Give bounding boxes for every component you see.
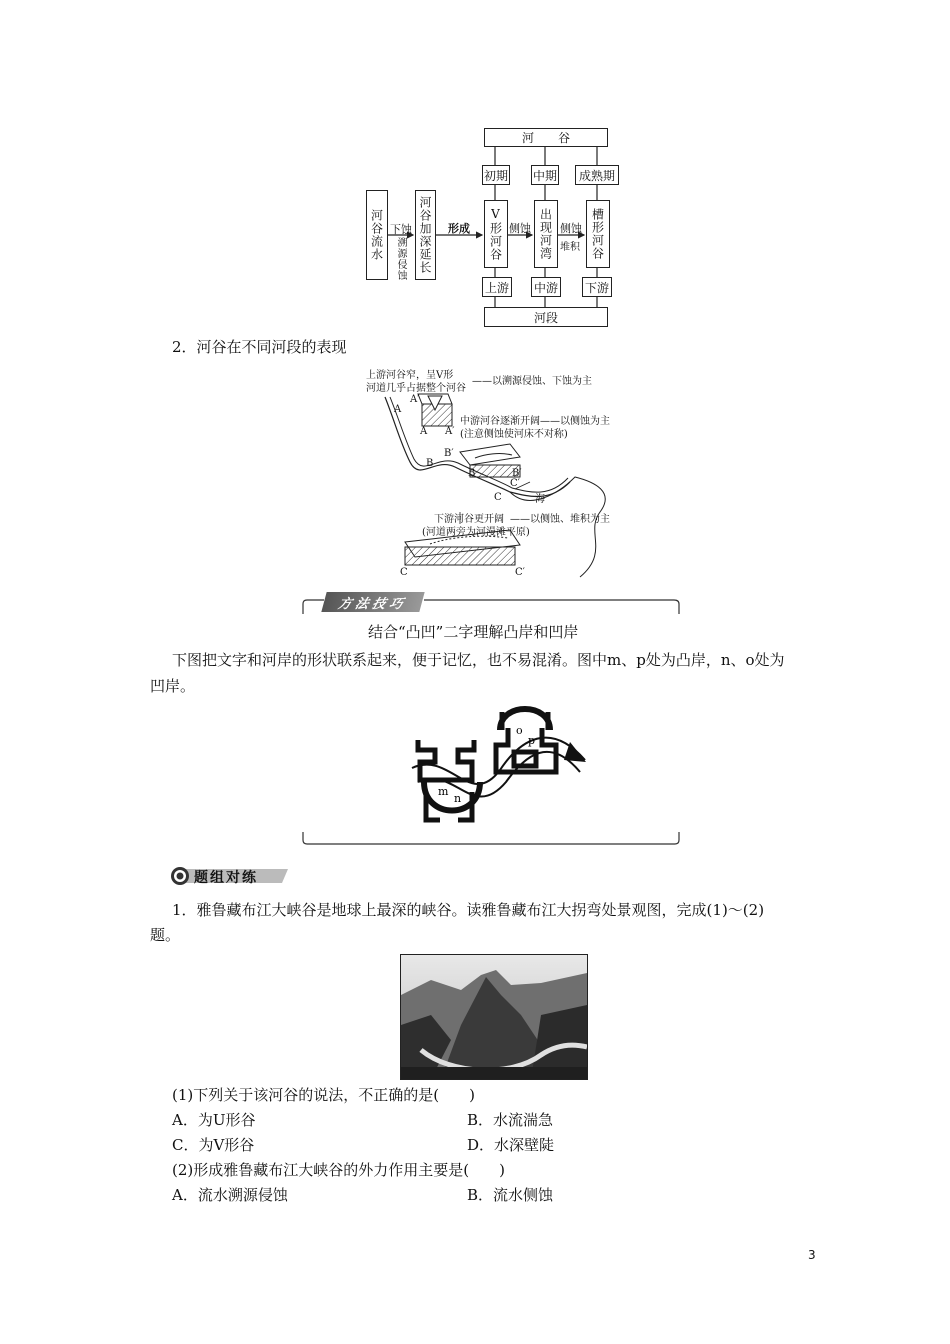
sub1-option-d[interactable]: D．水深壁陡 [467,1136,555,1154]
method-para-1: 下图把文字和河岸的形状联系起来，便于记忆，也不易混淆。图中m、p处为凸岸，n、o处为 [172,651,785,669]
method-para-2: 凹岸。 [150,677,196,695]
flow-reach-lower: 下游 [582,277,612,297]
flow-top-valley: 河 谷 [484,128,608,147]
upper-desc-2: 河道几乎占据整个河谷 [366,383,466,394]
sub2-option-b[interactable]: B．流水侧蚀 [467,1186,554,1204]
upper-note: ——以溯源侵蚀、下蚀为主 [472,376,592,387]
label-b-prime-top: B′ [444,448,454,459]
q1-line2: 题。 [150,926,181,944]
convex-concave-drawing [410,700,590,830]
sub1-option-a[interactable]: A．为U形谷 [172,1111,256,1129]
flow-meander: 出现河湾 [534,200,558,268]
sub1-option-b[interactable]: B．水流湍急 [467,1111,554,1129]
valley-sections-diagram [360,362,640,580]
flow-reach-upper: 上游 [482,277,512,297]
sub-question-1: (1)下列关于该河谷的说法，不正确的是( ) [172,1086,475,1104]
gorge-photo-drawing [401,955,587,1079]
gorge-photo [400,954,588,1080]
page-number: 3 [808,1248,816,1262]
flow-bottom-reach: 河段 [484,307,608,327]
flow-v-valley: V形河谷 [484,200,508,268]
label-b-bottom: B [468,468,476,479]
practice-badge [170,866,290,886]
upper-block [418,394,452,426]
label-n: n [454,792,462,805]
q1-line1: 1．雅鲁藏布江大峡谷是地球上最深的峡谷。读雅鲁藏布江大拐弯处景观图，完成(1)～(2) [172,901,765,919]
flow-stage-mid: 中期 [531,165,559,185]
flow-stage-mature: 成熟期 [575,165,619,185]
label-b-left: B [426,458,434,469]
label-c-prime-bottom: C′ [515,567,525,578]
method-title: 结合“凸凹”二字理解凸岸和凹岸 [368,623,579,641]
sub1-option-c[interactable]: C．为V形谷 [172,1136,255,1154]
river-valley-flowchart [360,125,620,330]
label-p: p [528,734,536,747]
lower-note-2: (河道两旁为河漫滩平原) [422,527,530,538]
flow-trough-valley: 槽形河谷 [586,200,610,268]
flow-source: 河谷流水 [366,190,388,280]
label-c-bottom: C [400,567,408,578]
label-a-prime-bottom: A′ [445,426,455,437]
valley-sections-drawing [360,362,640,580]
upper-desc-1: 上游河谷窄，呈V形 [366,370,454,381]
label-a-prime-top: A′ [410,394,420,405]
label-a-left: A [394,404,402,415]
mid-desc: 中游河谷逐渐开阔——以侧蚀为主 [460,416,610,427]
label-c-mid: C [494,492,502,503]
sub-question-2: (2)形成雅鲁藏布江大峡谷的外力作用主要是( ) [172,1161,505,1179]
flow-label-side-erosion: 侧蚀 [509,222,531,235]
method-badge: 方法技巧 [321,592,424,612]
label-m: m [438,785,449,798]
label-a-bottom: A [420,426,428,437]
mid-note: (注意侧蚀使河床不对称) [460,429,568,440]
sub2-option-a[interactable]: A．流水溯源侵蚀 [172,1186,288,1204]
section2-heading: 2．河谷在不同河段的表现 [172,338,347,356]
label-b-prime-bottom: B′ [512,468,522,479]
lower-note: ——以侧蚀、堆积为主 [510,514,610,525]
flow-deepen: 河谷加深延长 [415,190,436,280]
flow-label-side-erosion-2: 侧蚀 [560,222,582,235]
flow-label-form: 形成 [448,222,470,235]
practice-badge-text: 题组对练 [194,870,258,886]
label-o: o [516,724,523,737]
flow-label-headward: 溯源侵蚀 [395,237,406,281]
flow-stage-early: 初期 [482,165,510,185]
convex-concave-illustration [410,700,590,830]
flow-label-downcut: 下蚀 [390,223,412,236]
flow-label-deposit: 堆积 [560,242,580,253]
sea-label: 海 [535,494,545,505]
lower-desc: 下游河谷更开阔 [434,514,504,525]
label-c-prime-mid: C′ [510,478,520,489]
flow-reach-mid: 中游 [531,277,561,297]
